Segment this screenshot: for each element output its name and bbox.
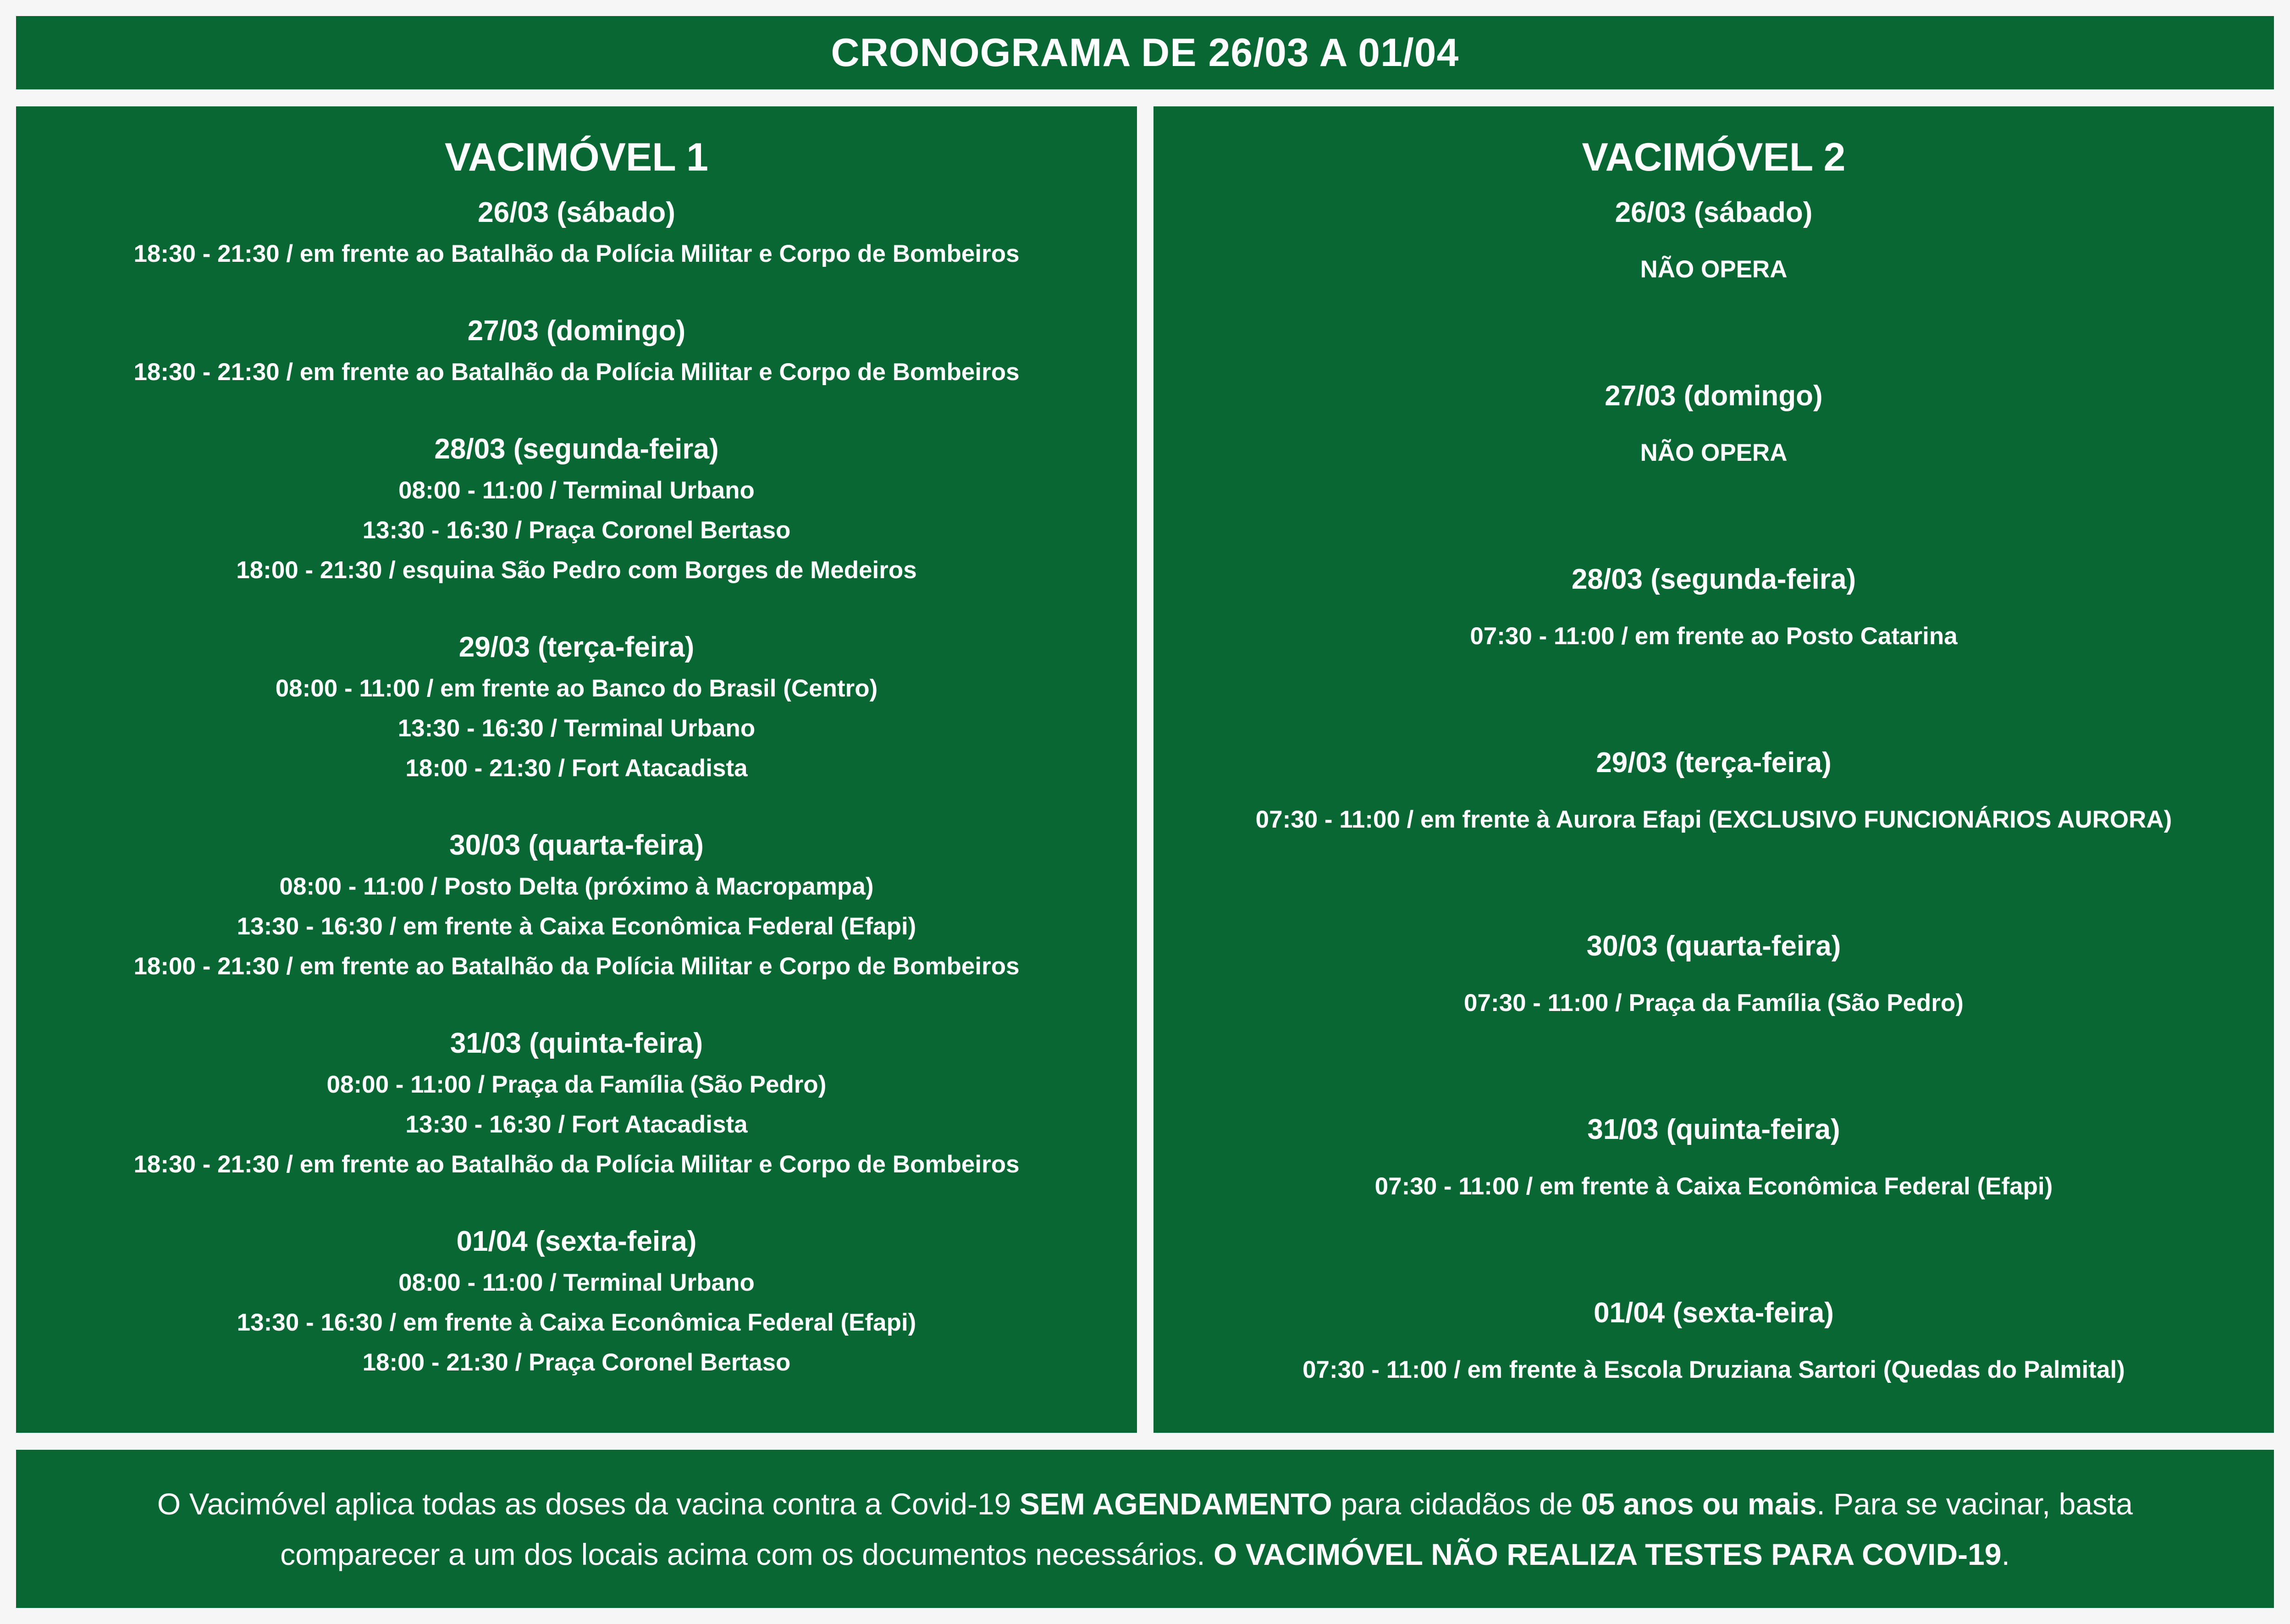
schedule-entry: 13:30 - 16:30 / Fort Atacadista	[405, 1111, 748, 1138]
day-heading: 31/03 (quinta-feira)	[450, 1027, 703, 1059]
schedule-day	[133, 310, 1019, 392]
schedule-entry: 07:30 - 11:00 / em frente ao Posto Catarina	[1470, 623, 1958, 650]
schedule-entry: 08:00 - 11:00 / Praça da Família (São Pedro)	[326, 1071, 827, 1098]
day-heading: 29/03 (terça-feira)	[1596, 747, 1832, 779]
schedule-day	[1256, 558, 2172, 742]
schedule-entry: 18:00 - 21:30 / Fort Atacadista	[405, 755, 748, 782]
day-heading: 28/03 (segunda-feira)	[434, 433, 719, 465]
schedule-day	[133, 626, 1019, 788]
vacimovel-2-title: VACIMÓVEL 2	[1582, 135, 1846, 179]
schedule-entry: NÃO OPERA	[1640, 256, 1788, 283]
vacimovel-2-schedule	[1256, 192, 2172, 1475]
schedule-entry: 07:30 - 11:00 / em frente à Escola Druziana Sartori (Quedas do Palmital)	[1302, 1356, 2125, 1383]
schedule-entry: 13:30 - 16:30 / Terminal Urbano	[397, 715, 756, 742]
header-banner	[16, 16, 2274, 89]
schedule-day	[133, 824, 1019, 986]
schedule-entry: 08:00 - 11:00 / Terminal Urbano	[398, 477, 755, 504]
schedule-entry: 08:00 - 11:00 / Posto Delta (próximo à Macropampa)	[279, 873, 874, 900]
vacimovel-1-panel	[16, 106, 1137, 1433]
footer-text: para cidadãos de	[1332, 1486, 1581, 1521]
schedule-entry: 13:30 - 16:30 / em frente à Caixa Econômica Federal (Efapi)	[237, 913, 916, 940]
footer-note	[114, 1479, 2177, 1580]
day-heading: 31/03 (quinta-feira)	[1587, 1114, 1840, 1145]
footer-text: .	[2001, 1537, 2010, 1571]
schedule-day	[133, 1221, 1019, 1382]
schedule-entry: 18:00 - 21:30 / em frente ao Batalhão da Polícia Militar e Corpo de Bombeiros	[133, 953, 1020, 980]
day-heading: 27/03 (domingo)	[467, 315, 686, 347]
footer-note-panel	[16, 1450, 2274, 1608]
schedule-entry: 07:30 - 11:00 / em frente à Caixa Econômica Federal (Efapi)	[1374, 1173, 2053, 1200]
vacimovel-1-title: VACIMÓVEL 1	[444, 135, 709, 179]
schedule-day	[1256, 925, 2172, 1109]
schedule-day	[1256, 192, 2172, 375]
schedule-entry: 18:00 - 21:30 / Praça Coronel Bertaso	[362, 1349, 791, 1376]
schedule-entry: NÃO OPERA	[1640, 439, 1788, 466]
schedule-entry: 07:30 - 11:00 / em frente à Aurora Efapi (EXCLUSIVO FUNCIONÁRIOS AURORA)	[1255, 806, 2172, 833]
schedule-day	[133, 428, 1019, 590]
footer-bold-text: O VACIMÓVEL NÃO REALIZA TESTES PARA COVID-19	[1213, 1537, 2002, 1571]
day-heading: 01/04 (sexta-feira)	[1594, 1297, 1834, 1329]
footer-text: O Vacimóvel aplica todas as doses da vacina contra a Covid-19	[157, 1486, 1020, 1521]
day-heading: 30/03 (quarta-feira)	[449, 829, 704, 861]
schedule-day	[1256, 375, 2172, 558]
day-heading: 27/03 (domingo)	[1605, 380, 1823, 412]
day-heading: 28/03 (segunda-feira)	[1571, 563, 1856, 595]
schedule-entry: 18:30 - 21:30 / em frente ao Batalhão da Polícia Militar e Corpo de Bombeiros	[133, 1151, 1020, 1178]
schedule-entry: 13:30 - 16:30 / em frente à Caixa Econômica Federal (Efapi)	[237, 1309, 916, 1336]
day-heading: 26/03 (sábado)	[1615, 197, 1813, 228]
schedule-entry: 18:00 - 21:30 / esquina São Pedro com Borges de Medeiros	[236, 557, 917, 584]
schedule-entry: 08:00 - 11:00 / em frente ao Banco do Brasil (Centro)	[275, 675, 878, 702]
schedule-entry: 18:30 - 21:30 / em frente ao Batalhão da Polícia Militar e Corpo de Bombeiros	[133, 359, 1020, 386]
schedule-entry: 13:30 - 16:30 / Praça Coronel Bertaso	[362, 517, 791, 544]
footer-bold-text: SEM AGENDAMENTO	[1019, 1486, 1332, 1521]
schedule-day	[1256, 1292, 2172, 1475]
day-heading: 29/03 (terça-feira)	[458, 631, 695, 663]
schedule-day	[1256, 1109, 2172, 1292]
footer-text: . Para se vacinar, basta comparecer a um dos locais acima com os documentos necessários.	[280, 1486, 2133, 1571]
page-title: CRONOGRAMA DE 26/03 A 01/04	[831, 30, 1459, 75]
schedule-day	[1256, 742, 2172, 925]
footer-bold-text: 05 anos ou mais	[1581, 1486, 1817, 1521]
schedule-entry: 07:30 - 11:00 / Praça da Família (São Pedro)	[1464, 989, 1964, 1016]
schedule-day	[133, 1022, 1019, 1184]
day-heading: 26/03 (sábado)	[478, 197, 675, 228]
day-heading: 01/04 (sexta-feira)	[456, 1226, 697, 1257]
day-heading: 30/03 (quarta-feira)	[1586, 930, 1841, 962]
vacimovel-1-schedule	[133, 192, 1019, 1419]
schedule-entry: 18:30 - 21:30 / em frente ao Batalhão da Polícia Militar e Corpo de Bombeiros	[133, 240, 1020, 267]
vacimovel-2-panel	[1153, 106, 2274, 1433]
schedule-entry: 08:00 - 11:00 / Terminal Urbano	[398, 1269, 755, 1296]
schedule-day	[133, 192, 1019, 274]
